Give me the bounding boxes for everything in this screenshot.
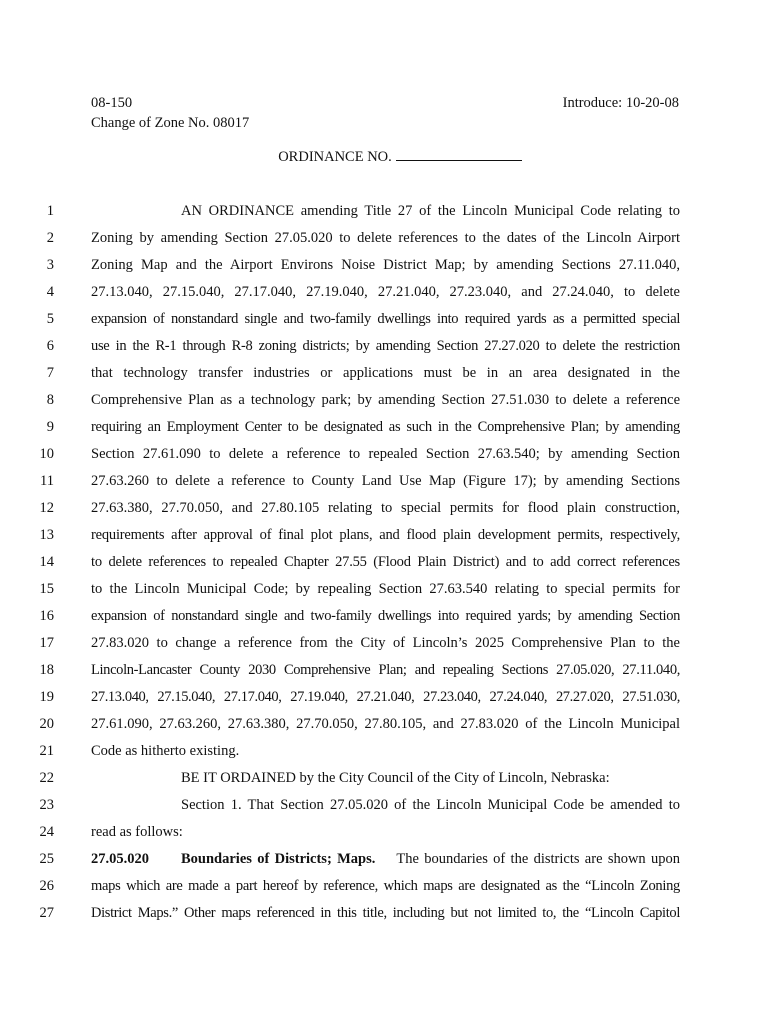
line-text: read as follows: [91, 824, 183, 840]
line-number: 23 [39, 797, 54, 813]
text-line [0, 553, 770, 580]
line-text: requiring an Employment Center to be designated as such in the Comprehensive Plan; by amending [91, 419, 680, 435]
line-number: 2 [46, 230, 54, 246]
text-line [0, 607, 770, 634]
text-line [0, 877, 770, 904]
text-line [0, 499, 770, 526]
line-text: Section 27.61.090 to delete a reference to repealed Section 27.63.540; by amending Section [91, 446, 680, 462]
text-line [0, 742, 770, 769]
text-line [0, 715, 770, 742]
line-number: 19 [39, 689, 54, 705]
line-number: 11 [40, 473, 54, 489]
text-line [0, 769, 770, 796]
text-line [0, 634, 770, 661]
line-number: 17 [39, 635, 54, 651]
line-text: 27.13.040, 27.15.040, 27.17.040, 27.19.040, 27.21.040, 27.23.040, 27.24.040, 27.27.020, 27.51.030, [91, 689, 680, 705]
line-text: requirements after approval of final plot plans, and flood plain development permits, respectively, [91, 527, 680, 543]
line-number: 15 [39, 581, 54, 597]
ordinance-number-blank [396, 148, 522, 161]
ordinance-body [0, 202, 770, 931]
line-text: Section 1. That Section 27.05.020 of the Lincoln Municipal Code be amended to [181, 797, 680, 813]
line-number: 9 [46, 419, 54, 435]
text-line [0, 823, 770, 850]
bill-number: 08-150 [91, 95, 133, 111]
text-line [0, 310, 770, 337]
line-number: 18 [39, 662, 54, 678]
text-line [0, 796, 770, 823]
line-text [91, 850, 680, 868]
text-line [0, 580, 770, 607]
text-line [0, 229, 770, 256]
text-line [0, 472, 770, 499]
line-number: 14 [39, 554, 54, 570]
ordinance-title: ORDINANCE NO. [278, 149, 392, 165]
line-number: 21 [39, 743, 54, 759]
line-text: 27.63.260 to delete a reference to County Land Use Map (Figure 17); by amending Sections [91, 473, 680, 489]
line-text: Lincoln-Lancaster County 2030 Comprehensive Plan; and repealing Sections 27.05.020, 27.11.040, [91, 662, 680, 678]
line-number: 12 [39, 500, 54, 516]
text-line [0, 526, 770, 553]
line-number: 27 [39, 905, 54, 921]
line-number: 6 [46, 338, 54, 354]
line-text: maps which are made a part hereof by reference, which maps are designated as the “Lincoln Zoning [91, 878, 680, 894]
line-text: use in the R-1 through R-8 zoning districts; by amending Section 27.27.020 to delete the restriction [91, 338, 680, 354]
line-text: Code as hitherto existing. [91, 743, 240, 759]
section-number: 27.05.020 [91, 851, 149, 867]
line-number: 16 [39, 608, 54, 624]
line-number: 25 [39, 851, 54, 867]
line-number: 20 [39, 716, 54, 732]
line-text: BE IT ORDAINED by the City Council of the City of Lincoln, Nebraska: [181, 770, 610, 786]
text-line [0, 202, 770, 229]
text-line [0, 661, 770, 688]
line-number: 22 [39, 770, 54, 786]
line-number: 7 [46, 365, 54, 381]
ordinance-number-heading [0, 148, 770, 166]
section-text: The boundaries of the districts are shown upon [396, 851, 680, 867]
line-text: 27.63.380, 27.70.050, and 27.80.105 relating to special permits for flood plain construction, [91, 500, 680, 516]
line-number: 24 [39, 824, 54, 840]
line-number: 10 [39, 446, 54, 462]
zone-change-number: Change of Zone No. 08017 [91, 115, 250, 131]
line-text: AN ORDINANCE amending Title 27 of the Lincoln Municipal Code relating to [181, 203, 680, 219]
introduce-date: Introduce: 10-20-08 [562, 95, 679, 111]
line-number: 5 [46, 311, 54, 327]
line-text: that technology transfer industries or applications must be in an area designated in the [91, 365, 680, 381]
text-line [0, 445, 770, 472]
line-number: 1 [46, 203, 54, 219]
line-number: 4 [46, 284, 54, 300]
text-line [0, 904, 770, 931]
text-line [0, 283, 770, 310]
text-line [0, 337, 770, 364]
line-number: 3 [46, 257, 54, 273]
text-line [0, 688, 770, 715]
line-number: 8 [46, 392, 54, 408]
line-text: expansion of nonstandard single and two-family dwellings into required yards as a permitted special [91, 311, 680, 327]
text-line [0, 256, 770, 283]
line-text: 27.13.040, 27.15.040, 27.17.040, 27.19.040, 27.21.040, 27.23.040, and 27.24.040, to delete [91, 284, 680, 300]
text-line [0, 364, 770, 391]
line-text: expansion of nonstandard single and two-family dwellings into required yards; by amending Section [91, 608, 680, 624]
line-text: to delete references to repealed Chapter 27.55 (Flood Plain District) and to add correct references [91, 554, 680, 570]
line-text: 27.83.020 to change a reference from the City of Lincoln’s 2025 Comprehensive Plan to the [91, 635, 680, 651]
line-text: Zoning by amending Section 27.05.020 to delete references to the dates of the Lincoln Airport [91, 230, 680, 246]
line-text: Comprehensive Plan as a technology park; by amending Section 27.51.030 to delete a reference [91, 392, 680, 408]
line-text: 27.61.090, 27.63.260, 27.63.380, 27.70.050, 27.80.105, and 27.83.020 of the Lincoln Municipal [91, 716, 680, 732]
section-title: Boundaries of Districts; Maps. [181, 851, 376, 867]
line-text: Zoning Map and the Airport Environs Noise District Map; by amending Sections 27.11.040, [91, 257, 680, 273]
text-line [0, 418, 770, 445]
line-text: to the Lincoln Municipal Code; by repealing Section 27.63.540 relating to special permits for [91, 581, 680, 597]
text-line [0, 391, 770, 418]
line-number: 13 [39, 527, 54, 543]
text-line [0, 850, 770, 877]
line-text: District Maps.” Other maps referenced in this title, including but not limited to, the “Lincoln Capitol [91, 905, 680, 921]
line-number: 26 [39, 878, 54, 894]
